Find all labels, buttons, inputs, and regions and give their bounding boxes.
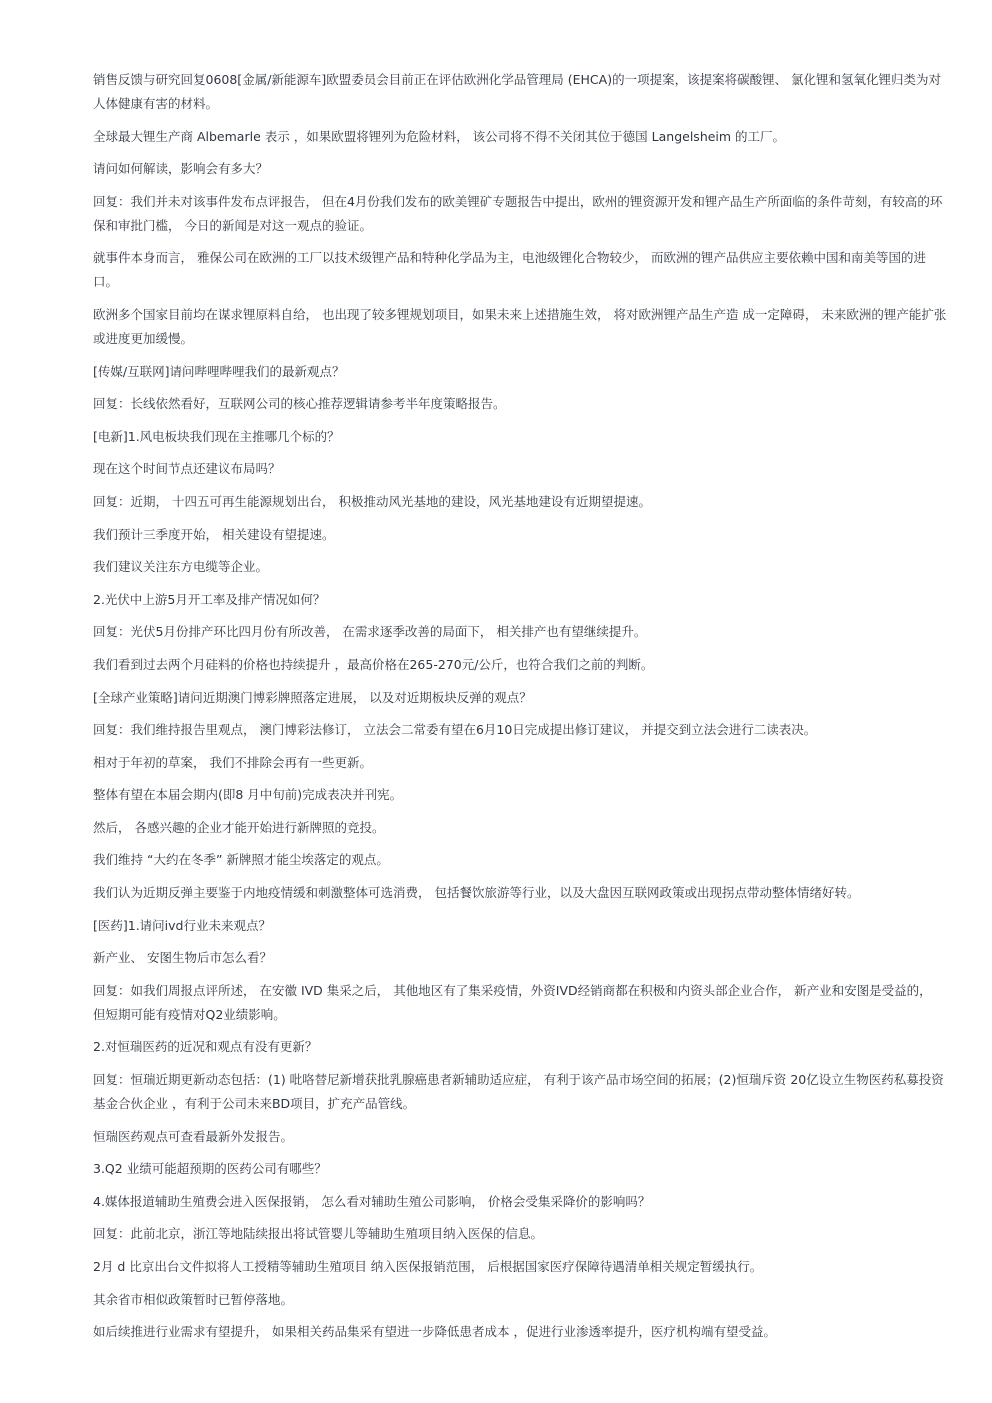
paragraph-hengrui-question: 2.对恒瑞医药的近况和观点有没有更新？ — [93, 1039, 318, 1055]
paragraph-question-impact: 请问如何解读，影响会有多大？ — [93, 161, 269, 177]
paragraph-hengrui-reply: 回复：恒瑞近期更新动态包括：(1) 吡咯替尼新增获批乳腺癌患者新辅助适应症， 有利于该产品市场空间的拓展；(2)恒瑞斥资 20亿设立生物医药私募投资基金合伙企业 ，有利于公司未来BD项目，扩充产品管线。 — [93, 1072, 944, 1112]
paragraph-industry-outlook: 如后续推进行业需求有望提升， 如果相关药品集采有望进一步降低患者成本 ，促进行业渗透率提升，医疗机构端有望受益。 — [93, 1324, 776, 1340]
paragraph-beijing-policy: 2月 d 比京出台文件拟将人工授精等辅助生殖项目 纳入医保报销范围， 后根据国家医疗保障待遇清单相关规定暂缓执行。 — [93, 1259, 763, 1274]
paragraph-wind-reply: 回复：近期， 十四五可再生能源规划出台， 积极推动风光基地的建设，风光基地建设有近期望提速。 — [93, 493, 651, 509]
paragraph-draft-update: 相对于年初的草案， 我们不排除会再有一些更新。 — [93, 754, 372, 770]
paragraph-hengrui-report: 恒瑞医药观点可查看最新外发报告。 — [93, 1128, 294, 1144]
paragraph-event-analysis: 就事件本身而言， 雅保公司在欧洲的工厂以技术级锂产品和特种化学品为主，电池级锂化合物较少， 而欧洲的锂产品供应主要依赖中国和南美等国的进口。 — [93, 250, 926, 290]
paragraph-winter-view: 我们维持 “大约在冬季” 新牌照才能尘埃落定的观点。 — [93, 852, 389, 868]
document-body — [93, 68, 947, 1353]
paragraph-silicon-price: 我们看到过去两个月硅料的价格也持续提升 ，最高价格在265-270元/公斤，也符合我们之前的判断。 — [93, 656, 654, 672]
paragraph-rebound-reason: 我们认为近期反弹主要鉴于内地疫情缓和刺激整体可选消费， 包括餐饮旅游等行业，以及大盘因互联网政策或出现拐点带动整体情绪好转。 — [93, 885, 860, 901]
paragraph-q2-question: 3.Q2 业绩可能超预期的医药公司有哪些？ — [93, 1161, 327, 1177]
paragraph-ivd-reply: 回复：如我们周报点评所述， 在安徽 IVD 集采之后， 其他地区有了集采疫情，外资IVD经销商都在积极和内资头部企业合作， 新产业和安图是受益的， 但短期可能有疫情对Q2业绩影响。 — [93, 982, 932, 1022]
paragraph-other-provinces: 其余省市相似政策暂时已暂停落地。 — [93, 1291, 294, 1307]
paragraph-license-bidding: 然后， 各感兴趣的企业才能开始进行新牌照的竞投。 — [93, 819, 385, 835]
paragraph-q3-expectation: 我们预计三季度开始， 相关建设有望提速。 — [93, 526, 335, 542]
paragraph-ivd-question: [医药]1.请问ivd行业未来观点？ — [93, 917, 271, 933]
paragraph-macau-question: [全球产业策略]请问近期澳门博彩牌照落定进展， 以及对近期板块反弹的观点？ — [93, 689, 532, 705]
paragraph-company-recommendation: 我们建议关注东方电缆等企业。 — [93, 559, 269, 575]
paragraph-europe-lithium-projects: 欧洲多个国家目前均在谋求锂原料自给， 也出现了较多锂规划项目，如果未来上述措施生效， 将对欧洲锂产品生产造 成一定障碍， 未来欧洲的锂产能扩张或进度更加缓慢。 — [93, 306, 947, 346]
paragraph-albemarle: 全球最大锂生产商 Albemarle 表示 ，如果欧盟将锂列为危险材料， 该公司将不得不关闭其位于德国 Langelsheim 的工厂。 — [93, 128, 786, 144]
paragraph-macau-reply: 回复：我们维持报告里观点， 澳门博彩法修订， 立法会二常委有望在6月10日完成提出修订建议， 并提交到立法会进行二读表决。 — [93, 722, 817, 738]
paragraph-media-reply: 回复：长线依然看好，互联网公司的核心推荐逻辑请参考半年度策略报告。 — [93, 396, 506, 412]
paragraph-reply-lithium-report: 回复：我们并未对该事件发布点评报告， 但在4月份我们发布的欧美锂矿专题报告中提出，欧州的锂资源开发和锂产品生产所面临的条件苛刻，有较高的环保和审批门槛， 今日的新闻是对这一观点的验证。 — [93, 193, 943, 233]
paragraph-ivd-companies-question: 新产业、 安图生物后市怎么看？ — [93, 950, 272, 966]
paragraph-pv-question: 2.光伏中上游5月开工率及排产情况如何？ — [93, 591, 326, 607]
paragraph-vote-timeline: 整体有望在本届会期内(即8 月中旬前)完成表决并刊宪。 — [93, 787, 403, 803]
paragraph-pv-reply: 回复：光伏5月份排产环比四月份有所改善， 在需求逐季改善的局面下， 相关排产也有望继续提升。 — [93, 624, 647, 640]
paragraph-metals-intro: 销售反馈与研究回复0608[金属/新能源车]欧盟委员会目前正在评估欧洲化学品管理局 (EHCA)的一项提案，该提案将碳酸锂、 氯化锂和氢氧化锂归类为对人体健康有害的材料。 — [93, 72, 942, 111]
paragraph-wind-question: [电新]1.风电板块我们现在主推哪几个标的？ — [93, 428, 340, 444]
paragraph-reproduction-question: 4.媒体报道辅助生殖费会进入医保报销， 怎么看对辅助生殖公司影响， 价格会受集采降价的影响吗？ — [93, 1193, 651, 1209]
paragraph-wind-timing-question: 现在这个时间节点还建议布局吗？ — [93, 461, 281, 477]
paragraph-media-question: [传媒/互联网]请问哔哩哔哩我们的最新观点？ — [93, 363, 345, 379]
paragraph-reproduction-reply: 回复：此前北京，浙江等地陆续报出将试管婴儿等辅助生殖项目纳入医保的信息。 — [93, 1226, 544, 1242]
